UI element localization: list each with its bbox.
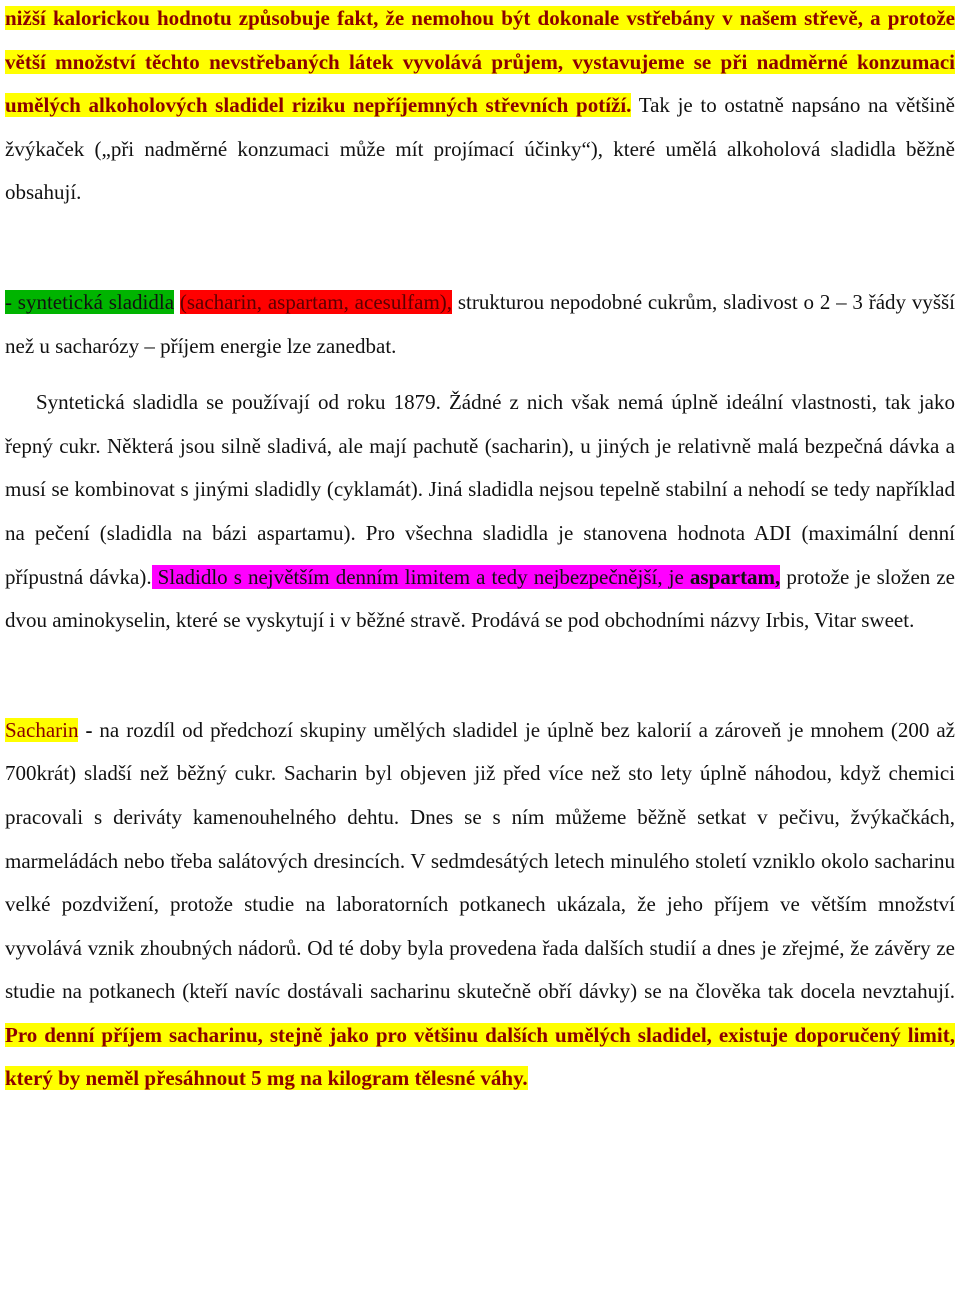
paragraph-text: Syntetická sladidla se používají od roku 1879. Žádné z nich však nemá úplně ideální vlastnosti, tak jako řepný cukr. Některá jsou silně sladivá, ale mají pachutě (sacharin), u jiných je relativně malá bezpečná dávka a musí se kombinovat s jinými sladidly (cyklamát). Jiná sladidla nejsou tepelně stabilní a nehodí se tedy například na pečení (sladidla na bázi aspartamu). Pro všechna sladidla je stanovena hodnota ADI (maximální denní přípustná dávka).: [5, 390, 955, 589]
highlight-magenta-bold: aspartam,: [689, 564, 781, 589]
highlight-magenta-text: Sladidlo s největším denním limitem a tedy nejbezpečnější, je: [151, 564, 690, 589]
paragraph-synthetic-details: [5, 381, 955, 643]
paragraph-saccharin: [5, 709, 955, 1101]
highlight-yellow-label: Sacharin: [5, 717, 79, 742]
paragraph-text: protože je složen ze dvou aminokyselin, které se vyskytují i v běžné stravě. Prodává se pod obchodními názvy Irbis, Vitar sweet.: [5, 564, 955, 633]
highlight-green-heading: - syntetická sladidla: [5, 289, 175, 314]
highlight-yellow-text: nižší kalorickou hodnotu způsobuje fakt, že nemohou být dokonale vstřebány v našem střevě, a protože větší množství těchto nevstřebaných látek vyvolává průjem, vystavujeme se při nadměrné konzumaci umělých alkoholových sladidel riziku nepříjemných střevních potíží.: [5, 6, 955, 118]
highlight-yellow-limit: Pro denní příjem sacharinu, stejně jako pro většinu dalších umělých sladidel, existuje doporučený limit, který by neměl přesáhnout 5 mg na kilogram tělesné váhy.: [5, 1022, 955, 1091]
paragraph-text: na rozdíl od předchozí skupiny umělých sladidel je úplně bez kalorií a zároveň je mnohem (200 až 700krát) sladší než běžný cukr. Sacharin byl objeven již před více než sto lety úplně náhodou, když chemici pracovali s deriváty kamenouhelného dehtu. Dnes se s ním můžeme běžně setkat v pečivu, žvýkačkách, marmeládách nebo třeba salátových dresincích. V sedmdesátých letech minulého století vzniklo okolo sacharinu velké pozdvižení, protože studie na laboratorních potkanech ukázala, že jeho příjem ve větším množství vyvolává vznik zhoubných nádorů. Od té doby byla provedena řada dalších studií a dnes je zřejmé, že závěry ze studie na potkanech (kteří navíc dostávali sacharinu skutečně obří dávky) se na člověka tak docela nevztahují.: [5, 717, 955, 1004]
highlight-red-examples: (sacharin, aspartam, acesulfam),: [179, 289, 453, 314]
dash-separator: -: [78, 717, 100, 742]
paragraph-synthetic-sweeteners: [5, 281, 955, 368]
paragraph-text: Tak je to ostatně napsáno na většině žvýkaček („při nadměrné konzumaci může mít projímací účinky“), které umělá alkoholová sladidla běžně obsahují.: [5, 93, 955, 205]
paragraph-text: strukturou nepodobné cukrům, sladivost o 2 – 3 řády vyšší než u sacharózy – příjem energie lze zanedbat.: [5, 289, 956, 358]
paragraph-sugar-alcohols: [5, 0, 955, 215]
document-page: [5, 0, 955, 1101]
